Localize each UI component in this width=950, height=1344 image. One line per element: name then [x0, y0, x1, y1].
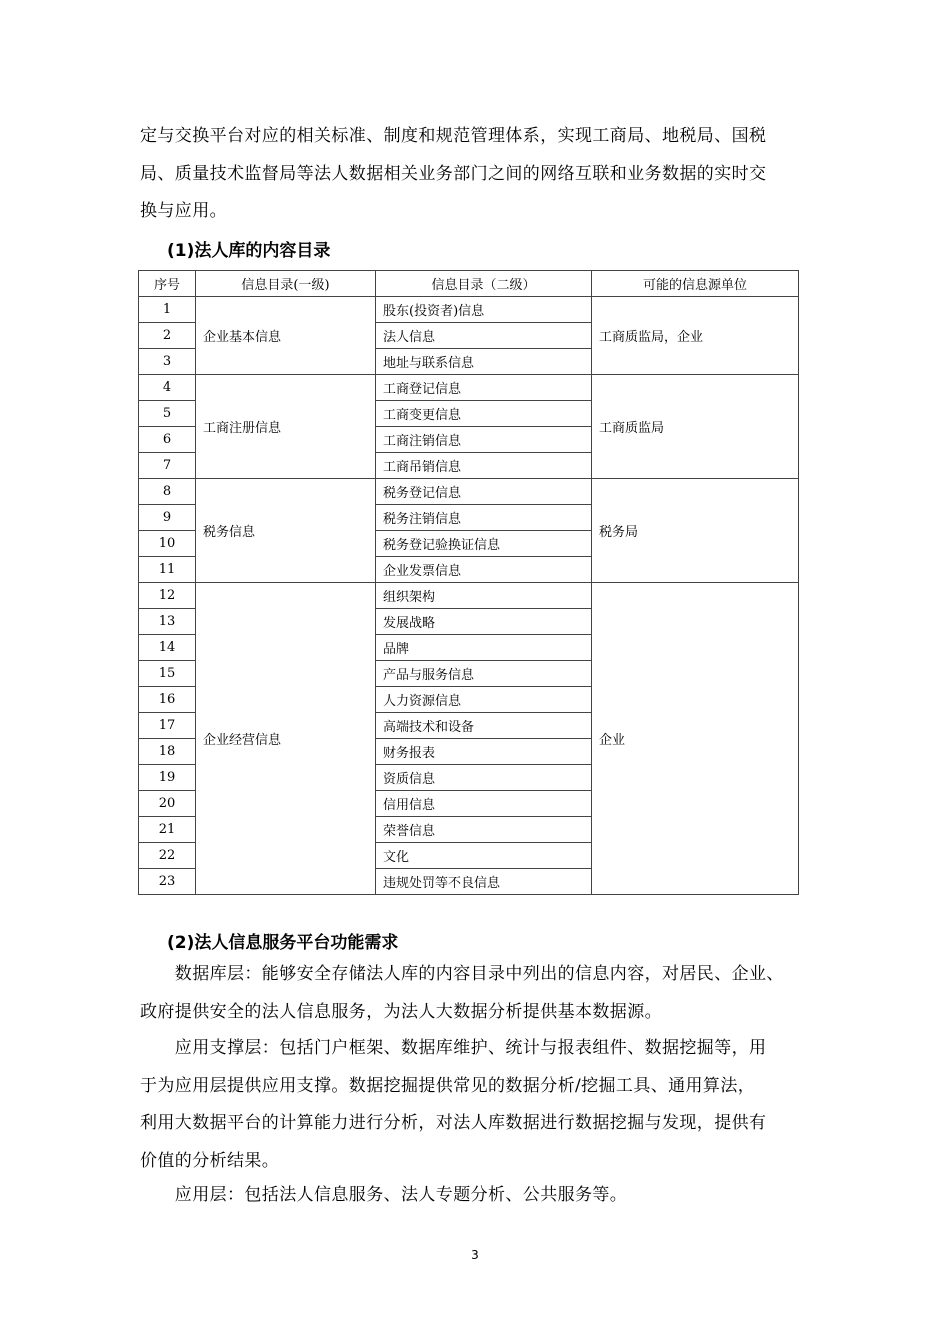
cell-no: 11: [139, 557, 196, 583]
header-source: 可能的信息源单位: [592, 271, 799, 297]
cell-no: 22: [139, 843, 196, 869]
cell-level1: 企业基本信息: [196, 297, 376, 375]
db-layer-paragraph: [140, 956, 840, 1031]
cell-no: 16: [139, 687, 196, 713]
table-row: [139, 479, 799, 505]
cell-no: 1: [139, 297, 196, 323]
cell-no: 21: [139, 817, 196, 843]
table-row: [139, 375, 799, 401]
cell-level2: 地址与联系信息: [376, 349, 592, 375]
page-number: 3: [471, 1248, 479, 1262]
cell-level2: 高端技术和设备: [376, 713, 592, 739]
cell-level2: 税务注销信息: [376, 505, 592, 531]
db-layer-line-1: 数据库层：能够安全存储法人库的内容目录中列出的信息内容，对居民、企业、: [140, 964, 784, 984]
cell-no: 19: [139, 765, 196, 791]
intro-line-1: 定与交换平台对应的相关标准、制度和规范管理体系，实现工商局、地税局、国税: [140, 126, 767, 146]
support-layer-line-3: 利用大数据平台的计算能力进行分析，对法人库数据进行数据挖掘与发现，提供有: [140, 1113, 767, 1133]
cell-no: 14: [139, 635, 196, 661]
cell-level2: 资质信息: [376, 765, 592, 791]
cell-level2: 组织架构: [376, 583, 592, 609]
cell-no: 9: [139, 505, 196, 531]
cell-level2: 法人信息: [376, 323, 592, 349]
cell-level2: 文化: [376, 843, 592, 869]
intro-paragraph: [140, 118, 840, 231]
cell-no: 12: [139, 583, 196, 609]
cell-no: 15: [139, 661, 196, 687]
cell-level2: 人力资源信息: [376, 687, 592, 713]
table-header-row: [139, 271, 799, 297]
cell-level2: 品牌: [376, 635, 592, 661]
cell-level2: 税务登记验换证信息: [376, 531, 592, 557]
db-layer-line-2: 政府提供安全的法人信息服务，为法人大数据分析提供基本数据源。: [140, 1001, 662, 1022]
support-layer-line-4: 价值的分析结果。: [140, 1150, 280, 1171]
intro-line-2: 局、质量技术监督局等法人数据相关业务部门之间的网络互联和业务数据的实时交: [140, 163, 767, 184]
cell-level1: 企业经营信息: [196, 583, 376, 895]
cell-no: 5: [139, 401, 196, 427]
cell-level2: 财务报表: [376, 739, 592, 765]
cell-level2: 工商变更信息: [376, 401, 592, 427]
cell-no: 8: [139, 479, 196, 505]
cell-source: 税务局: [592, 479, 799, 583]
cell-no: 6: [139, 427, 196, 453]
cell-level2: 产品与服务信息: [376, 661, 592, 687]
cell-no: 3: [139, 349, 196, 375]
cell-source: 工商质监局: [592, 375, 799, 479]
cell-level2: 信用信息: [376, 791, 592, 817]
section-1-heading: (1)法人库的内容目录: [167, 241, 331, 261]
cell-level2: 工商注销信息: [376, 427, 592, 453]
intro-line-3: 换与应用。: [140, 201, 227, 221]
support-layer-line-1: 应用支撑层：包括门户框架、数据库维护、统计与报表组件、数据挖掘等，用: [140, 1038, 767, 1058]
cell-level2: 发展战略: [376, 609, 592, 635]
cell-no: 2: [139, 323, 196, 349]
cell-no: 20: [139, 791, 196, 817]
cell-level2: 股东(投资者)信息: [376, 297, 592, 323]
app-layer-line-1: 应用层：包括法人信息服务、法人专题分析、公共服务等。: [140, 1185, 628, 1205]
table-row: [139, 583, 799, 609]
cell-level2: 企业发票信息: [376, 557, 592, 583]
app-layer-paragraph: [140, 1177, 840, 1215]
catalog-table-body: [139, 297, 799, 895]
cell-no: 4: [139, 375, 196, 401]
cell-level2: 工商吊销信息: [376, 453, 592, 479]
cell-level2: 税务登记信息: [376, 479, 592, 505]
cell-level1: 工商注册信息: [196, 375, 376, 479]
cell-source: 企业: [592, 583, 799, 895]
cell-source: 工商质监局，企业: [592, 297, 799, 375]
catalog-table: [138, 270, 799, 895]
cell-level2: 违规处罚等不良信息: [376, 869, 592, 895]
cell-level2: 荣誉信息: [376, 817, 592, 843]
header-level2: 信息目录（二级）: [376, 271, 592, 297]
cell-no: 23: [139, 869, 196, 895]
support-layer-line-2: 于为应用层提供应用支撑。数据挖掘提供常见的数据分析/挖掘工具、通用算法，: [140, 1075, 756, 1096]
cell-no: 10: [139, 531, 196, 557]
header-level1: 信息目录(一级): [196, 271, 376, 297]
cell-no: 18: [139, 739, 196, 765]
cell-no: 13: [139, 609, 196, 635]
table-row: [139, 297, 799, 323]
section-2-heading: (2)法人信息服务平台功能需求: [167, 933, 399, 953]
cell-level1: 税务信息: [196, 479, 376, 583]
header-no: 序号: [139, 271, 196, 297]
cell-no: 7: [139, 453, 196, 479]
support-layer-paragraph: [140, 1030, 840, 1180]
cell-level2: 工商登记信息: [376, 375, 592, 401]
cell-no: 17: [139, 713, 196, 739]
